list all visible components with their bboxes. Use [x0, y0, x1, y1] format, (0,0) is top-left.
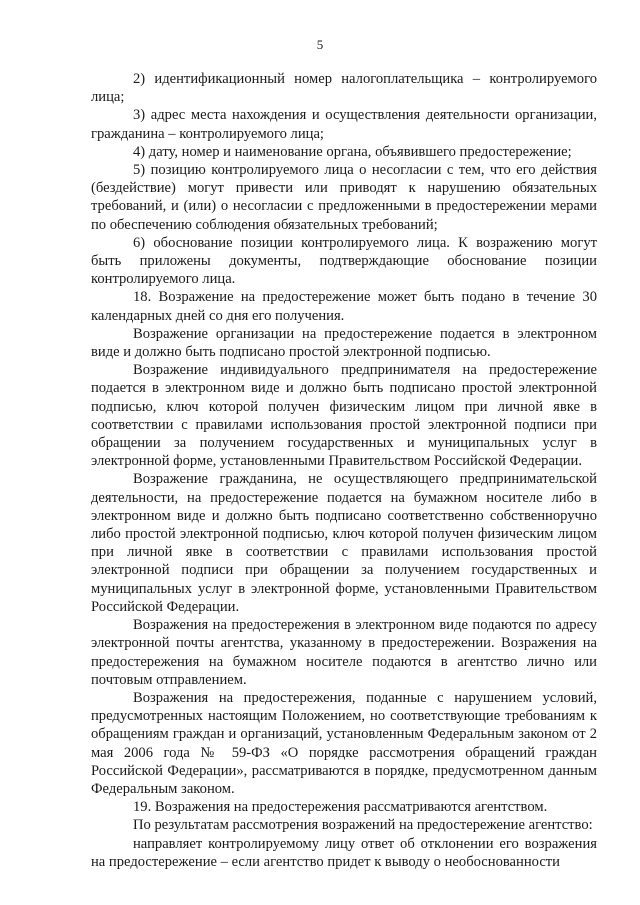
paragraph-submission-method: Возражения на предостережения в электронном виде подаются по адресу электронной почты агентства, указанному в предостережении. Возражения на предостережения на бумажном носителе подаются в агентство лично или почтовым отправлением. [91, 617, 597, 688]
paragraph-item-2: 2) идентификационный номер налогоплательщика – контролируемого лица; [91, 71, 597, 106]
paragraph-review-results: По результатам рассмотрения возражений на предостережение агентство: [133, 817, 593, 834]
document-body [91, 70, 597, 871]
paragraph-item-4: 4) дату, номер и наименование органа, объявившего предостережение; [133, 143, 572, 160]
paragraph-rejection-response: направляет контролируемому лицу ответ об отклонении его возражения на предостережение – если агентство придет к выводу о необоснованности [91, 835, 597, 870]
paragraph-citizen-objection: Возражение гражданина, не осуществляющего предпринимательской деятельности, на предостережение подается на бумажном носителе либо в электронном виде и должно быть подписано соответственно собственноручно либо простой электронной подписью, ключ которой получен физическим лицом при личной явке в соответствии с правилами использования простой электронной подписи при обращении за получением государственных и муниципальных услуг в электронной форме, установленными Правительством Российской Федерации. [91, 471, 597, 615]
page-number: 5 [316, 37, 324, 52]
paragraph-clause-18: 18. Возражение на предостережение может быть подано в течение 30 календарных дней со дня его получения. [91, 289, 597, 324]
paragraph-nonconforming-objections: Возражения на предостережения, поданные с нарушением условий, предусмотренных настоящим Положением, но соответствующие требованиям к обращениям граждан и организаций, установленным Федеральным законом от 2 мая 2006 года № 59-ФЗ «О порядке рассмотрения обращений граждан Российской Федерации», рассматриваются в порядке, предусмотренном данным Федеральным законом. [91, 689, 597, 797]
paragraph-item-5: 5) позицию контролируемого лица о несогласии с тем, что его действия (бездействие) могут привести или приводят к нарушению обязательных требований, и (или) о несогласии с предложенными в предостережении мерами по обеспечению соблюдения обязательных требований; [91, 162, 597, 233]
paragraph-item-3: 3) адрес места нахождения и осуществления деятельности организации, гражданина – контролируемого лица; [91, 107, 597, 142]
paragraph-organization-objection: Возражение организации на предостережение подается в электронном виде и должно быть подписано простой электронной подписью. [91, 325, 597, 361]
paragraph-item-6: 6) обоснование позиции контролируемого лица. К возражению могут быть приложены документы, подтверждающие обоснование позиции контролируемого лица. [91, 234, 597, 288]
paragraph-clause-19: 19. Возражения на предостережения рассматриваются агентством. [133, 799, 548, 816]
paragraph-entrepreneur-objection: Возражение индивидуального предпринимателя на предостережение подается в электронном виде и должно быть подписано простой электронной подписью, ключ которой получен физическим лицом при личной явке в соответствии с правилами использования простой электронной подписи при обращении за получением государственных и муниципальных услуг в электронной форме, установленными Правительством Российской Федерации. [91, 362, 597, 470]
